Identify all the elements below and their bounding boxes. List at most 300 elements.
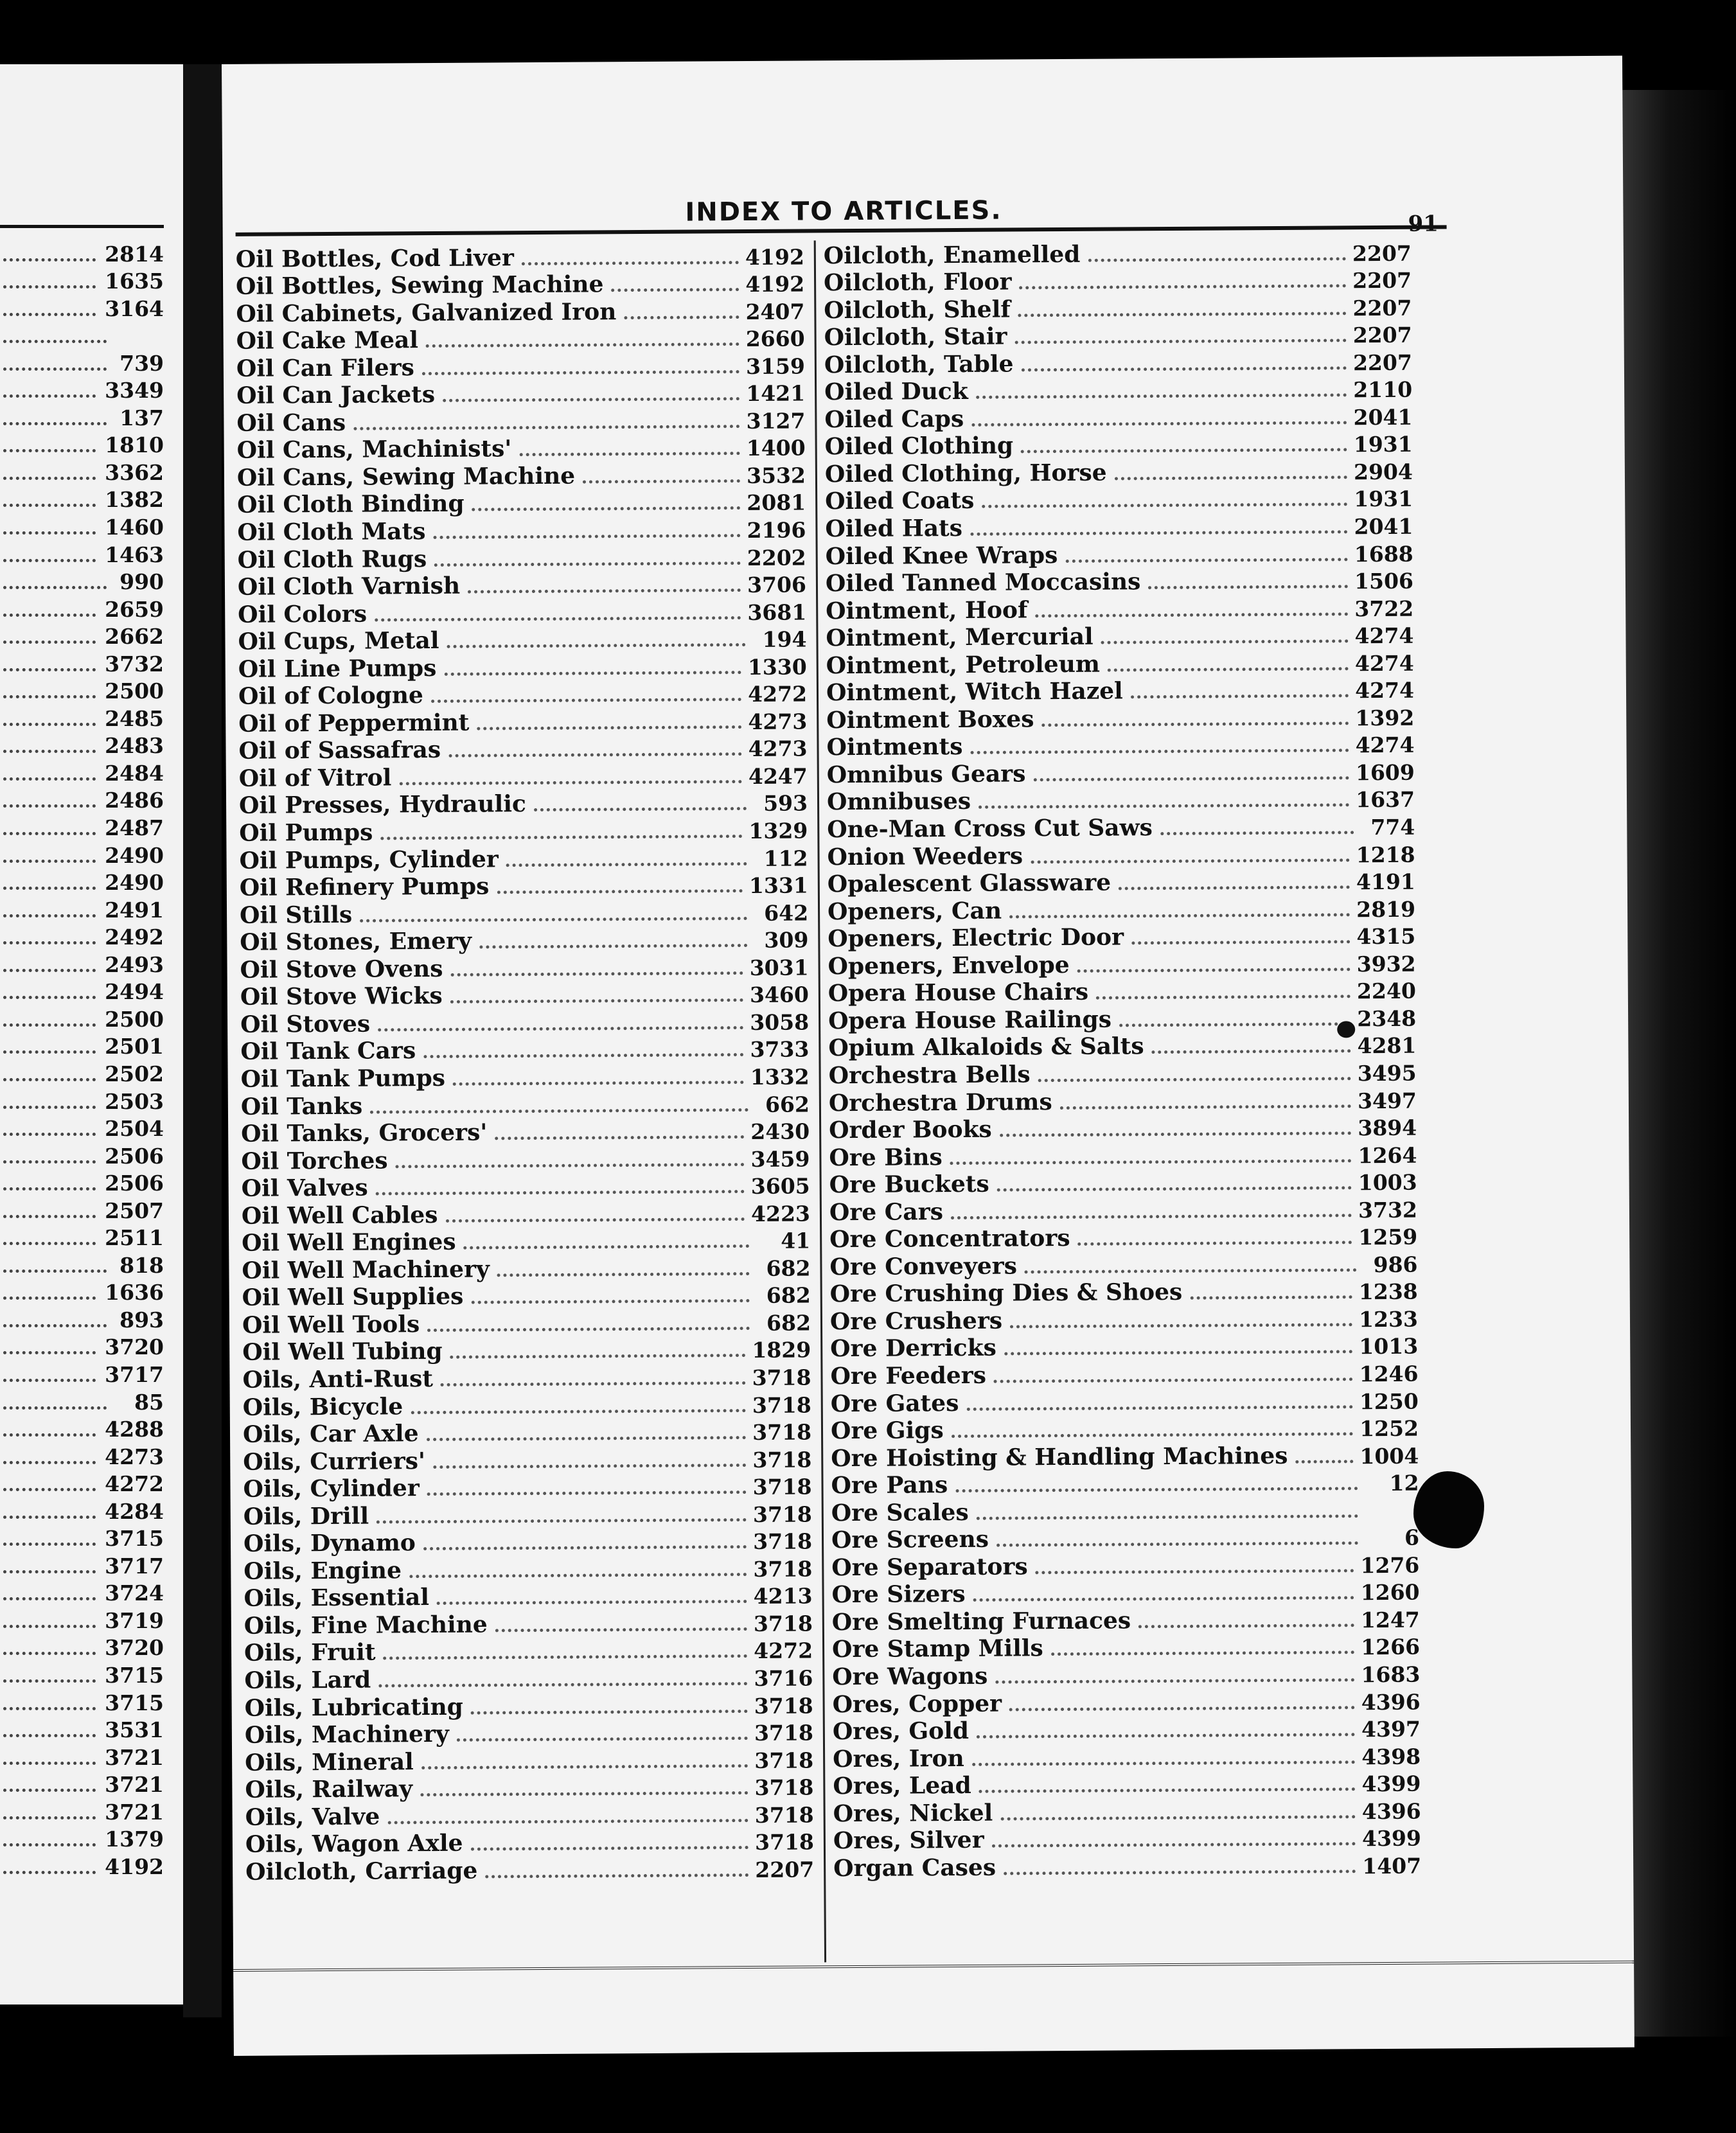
- leader-dots: [992, 1843, 1356, 1848]
- leader-dots: [3, 1160, 96, 1164]
- index-entry-page-ref: 1421: [746, 380, 806, 407]
- facing-page-number: 2502: [105, 1061, 164, 1086]
- facing-page-number: 2494: [105, 979, 164, 1005]
- index-entry-page-ref: 2041: [1354, 513, 1413, 540]
- index-entry-page-ref: 3718: [754, 1802, 814, 1828]
- leader-dots: [3, 1133, 96, 1136]
- leader-dots: [3, 1215, 96, 1218]
- index-entry: [244, 1609, 813, 1640]
- index-entry: [237, 461, 806, 491]
- facing-page-number-row: [3, 1742, 164, 1770]
- leader-dots: [3, 1406, 107, 1410]
- index-entry-page-ref: 1931: [1353, 432, 1413, 457]
- index-entry: [825, 484, 1413, 515]
- index-entry-term: Oil Cans, Machinists': [236, 435, 512, 465]
- facing-page-number: 3720: [105, 1635, 164, 1661]
- index-entry: [237, 488, 806, 518]
- index-entry: [826, 539, 1413, 570]
- leader-dots: [472, 507, 741, 512]
- index-entry: [831, 1496, 1419, 1527]
- index-entry-page-ref: 3718: [754, 1692, 813, 1719]
- index-entry: [826, 621, 1413, 651]
- leader-dots: [950, 1159, 1352, 1165]
- leader-dots: [3, 777, 96, 781]
- leader-dots: [977, 1514, 1358, 1520]
- leader-dots: [955, 1487, 1358, 1492]
- leader-dots: [1004, 1350, 1353, 1356]
- leader-dots: [3, 614, 96, 617]
- leader-dots: [1051, 1651, 1354, 1656]
- index-entry-term: Ores, Copper: [832, 1690, 1002, 1718]
- index-entry-page-ref: 1931: [1354, 486, 1413, 512]
- index-entry-term: Oils, Lubricating: [244, 1693, 464, 1722]
- index-entry: [831, 1441, 1419, 1472]
- leader-dots: [411, 1409, 746, 1414]
- leader-dots: [952, 1432, 1354, 1438]
- facing-page-number-column: [3, 239, 164, 1879]
- facing-page-number-row: [3, 1196, 164, 1223]
- facing-page-number: 137: [120, 405, 164, 430]
- index-entry-page-ref: 1276: [1360, 1552, 1420, 1579]
- facing-page-number-row: [3, 348, 164, 376]
- leader-dots: [3, 1843, 96, 1846]
- index-entry-term: Ointment, Mercurial: [826, 623, 1094, 652]
- facing-page-number-row: [3, 457, 164, 485]
- index-entry: [238, 624, 806, 655]
- facing-page-number: 739: [120, 350, 164, 376]
- leader-dots: [3, 723, 96, 726]
- leader-dots: [422, 370, 740, 375]
- index-entry: [831, 1468, 1419, 1499]
- index-entry-term: Order Books: [829, 1115, 992, 1144]
- index-entry-term: Oil Bottles, Cod Liver: [235, 243, 514, 273]
- index-entry: [826, 648, 1414, 679]
- index-entry: [240, 925, 808, 956]
- index-entry-term: Oil Stoves: [240, 1010, 371, 1038]
- leader-dots: [3, 1734, 96, 1737]
- index-entry: [244, 1636, 813, 1667]
- facing-page-number-row: [3, 1086, 164, 1114]
- index-entry: [824, 375, 1412, 405]
- index-entry-term: Opera House Railings: [828, 1005, 1112, 1035]
- index-entry-term: Oil of Cologne: [238, 682, 424, 711]
- facing-page-number-row: [3, 294, 164, 321]
- index-entry-page-ref: 3894: [1358, 1115, 1417, 1141]
- leader-dots: [433, 1464, 747, 1469]
- facing-page-number: 3721: [105, 1744, 164, 1770]
- index-entry: [829, 1167, 1417, 1198]
- index-entry-term: Ointment Boxes: [826, 705, 1034, 734]
- index-entry: [831, 1577, 1419, 1608]
- index-entry: [833, 1823, 1421, 1854]
- index-entry-page-ref: 4397: [1361, 1716, 1421, 1742]
- index-entry-term: Ores, Nickel: [833, 1799, 993, 1827]
- leader-dots: [3, 394, 96, 398]
- leader-dots: [3, 1871, 96, 1874]
- leader-dots: [1009, 1706, 1355, 1711]
- index-entry: [243, 1417, 811, 1448]
- facing-page-number-row: [3, 1496, 164, 1524]
- index-entry: [829, 1222, 1417, 1253]
- leader-dots: [3, 750, 96, 753]
- index-entry-page-ref: 2202: [747, 545, 806, 571]
- facing-page-number-row: [3, 594, 164, 622]
- leader-dots: [1018, 312, 1347, 317]
- leader-dots: [3, 1570, 96, 1573]
- index-entry: [236, 378, 805, 409]
- leader-dots: [534, 808, 747, 812]
- leader-dots: [506, 862, 747, 867]
- leader-dots: [1000, 1131, 1352, 1137]
- leader-dots: [370, 1108, 748, 1114]
- index-entry: [242, 1226, 810, 1257]
- leader-dots: [994, 1377, 1353, 1383]
- index-entry-term: Ore Feeders: [830, 1361, 987, 1390]
- index-entry-page-ref: 1329: [748, 818, 808, 844]
- index-entry-page-ref: 3718: [752, 1392, 811, 1418]
- leader-dots: [3, 1597, 96, 1600]
- index-entry-term: Omnibus Gears: [826, 760, 1026, 789]
- index-entry: [236, 406, 805, 437]
- index-entry: [237, 515, 806, 546]
- facing-page-number: 3715: [105, 1690, 164, 1715]
- index-entry-term: Oil Cans, Sewing Machine: [236, 462, 576, 491]
- leader-dots: [443, 397, 740, 402]
- leader-dots: [3, 641, 96, 644]
- index-entry-term: Oiled Coats: [825, 487, 975, 515]
- leader-dots: [3, 449, 96, 452]
- index-entry-term: Ore Bins: [829, 1143, 943, 1171]
- leader-dots: [1014, 339, 1346, 344]
- index-entry-term: Organ Cases: [833, 1854, 996, 1882]
- leader-dots: [995, 1678, 1354, 1683]
- leader-dots: [977, 1733, 1355, 1739]
- index-entry-page-ref: 1407: [1362, 1853, 1422, 1879]
- book-gutter: [183, 64, 222, 2017]
- index-entry-page-ref: 2348: [1357, 1005, 1417, 1032]
- leader-dots: [611, 288, 739, 292]
- index-entry-term: Oil Well Supplies: [242, 1283, 464, 1312]
- index-entry: [239, 788, 808, 819]
- index-entry-page-ref: 3681: [747, 599, 807, 625]
- facing-page-number-row: [3, 1387, 164, 1415]
- index-entry-term: Oil Cloth Mats: [237, 518, 426, 546]
- leader-dots: [1115, 475, 1347, 480]
- index-entry-page-ref: 662: [765, 1091, 810, 1117]
- leader-dots: [1009, 913, 1350, 918]
- leader-dots: [3, 1324, 107, 1327]
- leader-dots: [3, 887, 96, 890]
- index-entry-term: Ore Separators: [831, 1553, 1028, 1582]
- facing-page-number-row: [3, 1551, 164, 1579]
- index-entry-term: Oils, Dynamo: [243, 1529, 416, 1558]
- index-entry-page-ref: 1637: [1356, 787, 1415, 813]
- index-entry-page-ref: 2430: [750, 1119, 810, 1145]
- leader-dots: [3, 832, 96, 835]
- index-entry-page-ref: 3718: [753, 1556, 813, 1582]
- index-entry-page-ref: 3031: [749, 955, 809, 980]
- leader-dots: [448, 752, 742, 757]
- index-entry-page-ref: 4223: [750, 1201, 811, 1226]
- index-entry-page-ref: 1392: [1355, 705, 1415, 731]
- index-entry-page-ref: 1829: [752, 1337, 811, 1363]
- index-entry: [829, 1195, 1417, 1226]
- facing-page-number-row: [3, 1059, 164, 1086]
- index-entry-term: Oil Can Jackets: [236, 381, 436, 410]
- leader-dots: [1160, 831, 1354, 835]
- leader-dots: [1108, 667, 1349, 671]
- index-entry-page-ref: 112: [763, 845, 808, 871]
- leader-dots: [3, 914, 96, 917]
- index-entry-page-ref: 4247: [748, 763, 808, 789]
- index-entry: [828, 976, 1416, 1007]
- facing-page-number-row: [3, 895, 164, 923]
- facing-page-number-row: [3, 1688, 164, 1715]
- index-entry-term: Ore Screens: [831, 1525, 989, 1554]
- index-entry-term: Oils, Railway: [245, 1775, 413, 1803]
- index-entry-page-ref: 4274: [1354, 623, 1414, 649]
- facing-page-number-row: [3, 1305, 164, 1332]
- index-entry: [831, 1413, 1419, 1444]
- leader-dots: [3, 1516, 96, 1519]
- index-entry-page-ref: 1330: [747, 654, 807, 680]
- index-entry-page-ref: 3460: [749, 982, 809, 1008]
- leader-dots: [1038, 1077, 1351, 1082]
- leader-dots: [1025, 1268, 1357, 1273]
- index-entry: [241, 1062, 810, 1093]
- index-entry-term: Oil Stove Wicks: [240, 982, 443, 1011]
- index-entry-page-ref: 4273: [748, 709, 808, 734]
- leader-dots: [427, 1491, 747, 1496]
- leader-dots: [624, 315, 739, 319]
- index-entry-page-ref: 2196: [747, 517, 806, 544]
- leader-dots: [1031, 858, 1350, 863]
- index-entry-term: Ointment, Petroleum: [826, 650, 1101, 680]
- index-entry: [826, 594, 1413, 624]
- leader-dots: [3, 367, 107, 371]
- leader-dots: [376, 1518, 747, 1524]
- index-entry-page-ref: 1238: [1358, 1279, 1418, 1305]
- index-entry-term: Oil Valves: [241, 1174, 368, 1202]
- leader-dots: [1131, 695, 1349, 699]
- leader-dots: [3, 285, 96, 288]
- leader-dots: [970, 530, 1348, 536]
- index-entry: [245, 1746, 813, 1776]
- leader-dots: [972, 1760, 1356, 1766]
- index-entry-term: Ore Buckets: [829, 1170, 989, 1199]
- index-entry: [827, 785, 1415, 816]
- index-entry-term: Ore Derricks: [830, 1334, 996, 1363]
- index-entry-term: Oils, Cylinder: [243, 1474, 420, 1503]
- leader-dots: [441, 1381, 746, 1386]
- leader-dots: [1035, 612, 1348, 617]
- index-entry-page-ref: 309: [764, 927, 809, 953]
- facing-page-number: 3720: [105, 1334, 164, 1360]
- index-entry: [245, 1773, 813, 1803]
- index-entry-term: Oil of Vitrol: [238, 764, 392, 792]
- page-title: INDEX TO ARTICLES.: [685, 195, 1002, 227]
- facing-page-number-row: [3, 1825, 164, 1852]
- index-entry: [825, 511, 1413, 542]
- index-entry: [245, 1800, 814, 1831]
- index-entry: [238, 652, 807, 683]
- leader-dots: [495, 1135, 744, 1140]
- index-entry: [828, 1004, 1416, 1034]
- index-entry-page-ref: 3495: [1357, 1060, 1417, 1086]
- facing-page-number: 2490: [105, 870, 164, 896]
- facing-page-number-row: [3, 1469, 164, 1497]
- index-entry-term: Oil Cake Meal: [236, 326, 419, 355]
- index-entry: [238, 734, 807, 765]
- facing-page-number: 2501: [105, 1034, 164, 1059]
- index-entry-term: Oil Colors: [238, 600, 368, 628]
- index-entry-term: Ores, Lead: [833, 1772, 971, 1800]
- facing-page-number-row: [3, 567, 164, 595]
- leader-dots: [1152, 1050, 1351, 1054]
- index-entry-page-ref: 4281: [1357, 1033, 1417, 1059]
- ink-blot: [1413, 1471, 1484, 1548]
- facing-page-number-row: [3, 950, 164, 977]
- index-entry-term: Oils, Car Axle: [242, 1420, 419, 1448]
- index-entry: [826, 730, 1414, 761]
- facing-page-number: 4192: [105, 1854, 164, 1879]
- facing-page-number-row: [3, 239, 164, 267]
- index-entry: [824, 293, 1412, 324]
- leader-dots: [966, 1405, 1353, 1411]
- index-entry: [238, 679, 807, 710]
- leader-dots: [1033, 776, 1349, 781]
- leader-dots: [1096, 995, 1351, 1000]
- facing-page-number: 1635: [105, 269, 164, 294]
- index-entry-term: Oils, Lard: [244, 1666, 371, 1694]
- leader-dots: [1021, 448, 1347, 454]
- index-entry-page-ref: 3605: [750, 1173, 810, 1199]
- index-entry: [236, 351, 805, 382]
- facing-page-number-row: [3, 813, 164, 840]
- facing-page-number-row: [3, 977, 164, 1005]
- leader-dots: [3, 1106, 96, 1109]
- facing-page-number-row: [3, 868, 164, 896]
- index-entry-term: Ore Concentrators: [829, 1225, 1070, 1253]
- facing-page-number-row: [3, 376, 164, 403]
- index-entry: [828, 894, 1415, 925]
- index-entry-page-ref: 1266: [1361, 1634, 1421, 1660]
- facing-page-number-row: [3, 430, 164, 458]
- facing-page-number-row: [3, 1524, 164, 1552]
- leader-dots: [1060, 1104, 1351, 1110]
- index-entry: [236, 269, 804, 300]
- index-entry-term: Ore Sizers: [831, 1580, 966, 1609]
- leader-dots: [951, 1214, 1352, 1219]
- leader-dots: [376, 1190, 745, 1196]
- leader-dots: [3, 422, 107, 425]
- index-entry-term: Ore Pans: [831, 1471, 948, 1500]
- index-entry-page-ref: 1683: [1361, 1661, 1421, 1688]
- index-entry-page-ref: 1004: [1360, 1443, 1419, 1469]
- index-entry: [828, 949, 1415, 980]
- index-entry-term: Oils, Curriers': [243, 1447, 426, 1476]
- facing-page-number: 2491: [105, 897, 164, 923]
- leader-dots: [1020, 284, 1347, 289]
- index-entry: [826, 566, 1413, 597]
- leader-dots: [519, 452, 740, 456]
- facing-page-number: 818: [120, 1252, 164, 1278]
- index-entry: [240, 1007, 809, 1038]
- facing-page-number: 2486: [105, 788, 164, 813]
- index-entry-page-ref: 6: [1404, 1525, 1420, 1551]
- index-entry-term: Oilcloth, Stair: [824, 323, 1007, 351]
- leader-dots: [971, 421, 1347, 427]
- index-entry-page-ref: 3718: [754, 1775, 814, 1801]
- index-entry-term: Oil Well Engines: [242, 1228, 456, 1257]
- leader-dots: [409, 1573, 747, 1578]
- leader-dots: [979, 1787, 1356, 1793]
- index-entry: [238, 597, 806, 628]
- index-entry-page-ref: 4192: [745, 244, 804, 270]
- index-entry: [833, 1851, 1421, 1882]
- index-entry-page-ref: 1252: [1360, 1415, 1419, 1442]
- facing-page-number: 893: [120, 1307, 164, 1332]
- leader-dots: [1088, 257, 1346, 261]
- index-entry-term: Oil Tanks, Grocers': [241, 1119, 488, 1147]
- index-entry: [833, 1714, 1421, 1745]
- index-entry: [833, 1742, 1421, 1773]
- facing-page-number: 2506: [105, 1143, 164, 1169]
- index-entry: [240, 980, 809, 1011]
- index-entry-term: Oil Cloth Binding: [237, 490, 465, 519]
- index-entry-page-ref: 2207: [1352, 322, 1412, 348]
- leader-dots: [3, 1816, 96, 1819]
- index-entry-page-ref: 1003: [1358, 1169, 1417, 1196]
- page-edge-shadow: [1622, 90, 1736, 2037]
- index-entry: [832, 1605, 1420, 1636]
- index-entry-term: Ore Gates: [830, 1389, 959, 1417]
- index-entry-term: Oiled Tanned Moccasins: [825, 568, 1141, 597]
- facing-page-number-row: [3, 704, 164, 731]
- facing-page-number: 3719: [105, 1607, 164, 1633]
- index-entry-page-ref: 4398: [1361, 1744, 1421, 1769]
- index-entry-page-ref: 3718: [752, 1474, 812, 1500]
- facing-page-number: 2506: [105, 1171, 164, 1196]
- index-entry: [239, 761, 808, 792]
- index-entry-term: Orchestra Bells: [828, 1061, 1031, 1090]
- facing-page-number: 3724: [105, 1580, 164, 1606]
- index-entry-term: Oil Tank Pumps: [240, 1064, 446, 1093]
- facing-page-number: 2511: [105, 1225, 164, 1251]
- index-entry-page-ref: 3706: [747, 572, 807, 598]
- facing-page-number: 3349: [105, 378, 164, 403]
- index-entry: [244, 1554, 812, 1585]
- facing-page-number: 1460: [105, 515, 164, 540]
- index-entry-page-ref: 1506: [1354, 568, 1414, 594]
- leader-dots: [421, 1764, 748, 1769]
- index-entry-page-ref: 4315: [1356, 923, 1416, 950]
- index-entry-term: Oil Pumps: [239, 819, 373, 847]
- index-entry-page-ref: 3718: [754, 1829, 815, 1855]
- leader-dots: [396, 1163, 745, 1168]
- index-entry-term: Oil Tanks: [240, 1092, 363, 1120]
- index-entry-term: Oil Bottles, Sewing Machine: [235, 270, 604, 300]
- index-entry: [236, 242, 804, 272]
- index-entry: [824, 320, 1412, 351]
- index-entry-page-ref: 194: [762, 626, 807, 653]
- leader-dots: [3, 1461, 96, 1464]
- index-entry-page-ref: 3718: [753, 1611, 813, 1636]
- leader-dots: [426, 342, 740, 348]
- index-entry: [824, 402, 1412, 433]
- index-entry-term: Oil Pumps, Cylinder: [239, 845, 499, 874]
- leader-dots: [431, 698, 741, 703]
